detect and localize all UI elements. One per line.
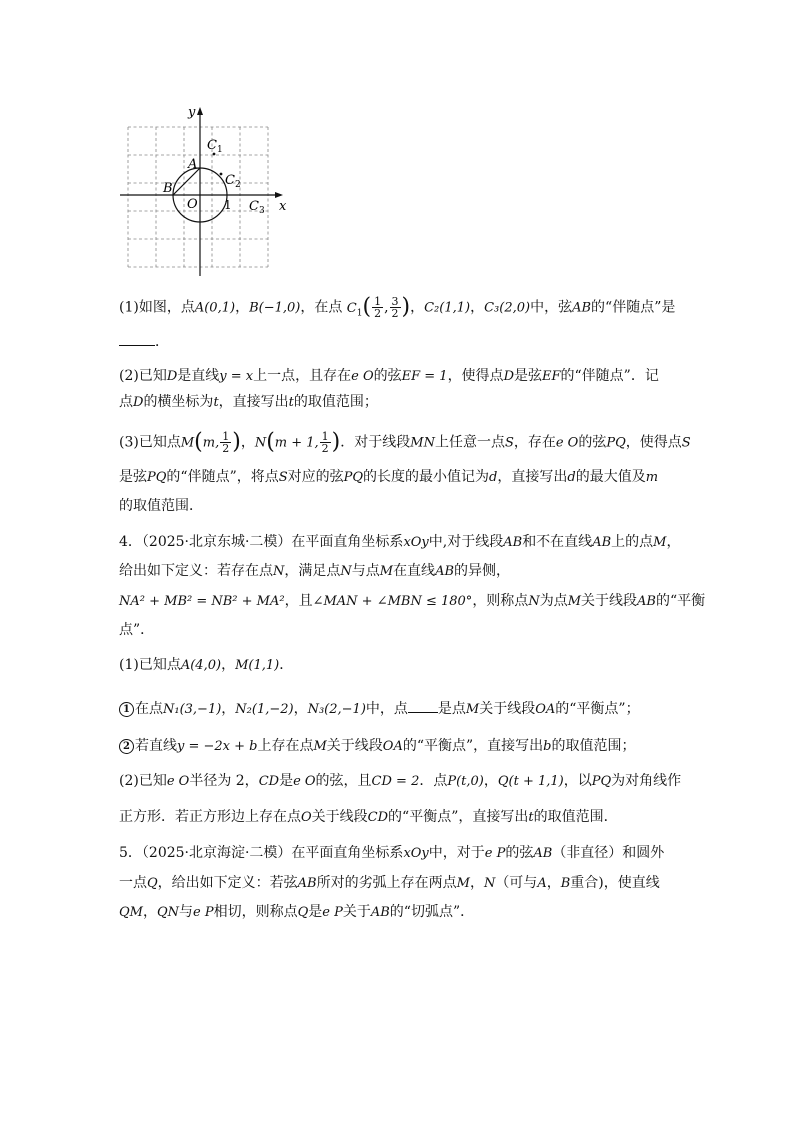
point-c3: C₃(2,0): [484, 300, 531, 316]
text: ，: [235, 299, 250, 316]
var: N: [528, 594, 540, 609]
var: EF: [542, 369, 561, 384]
var: D: [503, 369, 514, 384]
var: m: [645, 470, 659, 485]
text: 在点: [135, 701, 163, 717]
text: 半径为 2，: [189, 773, 259, 789]
var: M: [567, 594, 581, 609]
text: ，直接写出: [218, 394, 289, 410]
text: 的“平衡点”；: [555, 701, 640, 717]
text: 的横坐标为: [143, 394, 214, 410]
text: 与: [179, 904, 194, 920]
point-c2: [220, 173, 223, 176]
var: AB: [592, 535, 612, 550]
text: 是: [279, 773, 294, 789]
text: (3)已知点: [119, 434, 181, 451]
text: 的弦: [578, 434, 607, 451]
p5-line1: [119, 844, 664, 863]
text: ，且: [284, 593, 313, 609]
var: Q: [297, 905, 309, 920]
text: ，使得点: [625, 434, 682, 451]
text: 中，点: [365, 701, 408, 717]
var: xOy: [403, 846, 429, 861]
text: 是直线: [177, 368, 220, 384]
q3-line2: [119, 468, 658, 487]
var: AB: [503, 535, 523, 550]
text: ，: [483, 773, 498, 789]
var: AB: [297, 876, 317, 891]
text: 若直线: [135, 738, 177, 754]
equation: NA² + MB² = NB² + MA²: [119, 594, 285, 609]
var: m + 1,: [274, 435, 319, 451]
var: QM: [119, 905, 143, 920]
q3-line3: [119, 497, 203, 515]
text: ，: [666, 534, 681, 550]
circled-number-2: 2: [119, 739, 134, 754]
q1-answer-blank: ．: [119, 333, 169, 351]
text: ，存在: [513, 434, 556, 451]
point-a: A(4,0): [180, 658, 222, 673]
text: 的“平衡点”，直接写出: [402, 738, 544, 754]
text: 所对的劣弧上存在两点: [316, 875, 457, 891]
circle-symbol: e O: [293, 774, 316, 789]
var: N: [483, 876, 496, 891]
axes: [120, 107, 283, 276]
text: 是点: [437, 701, 466, 717]
text: 是: [308, 904, 323, 920]
var: S: [504, 435, 514, 451]
var: AB: [370, 905, 390, 920]
var: t: [213, 395, 219, 410]
text: 的“伴随点”是: [591, 299, 676, 316]
text: 的长度的最小值记为: [363, 469, 490, 485]
point-c1: $C_1$: [346, 300, 363, 319]
fraction: $\frac{1}{2}$: [222, 430, 230, 455]
text: 5．（2025·北京海淀·二模）在平面直角坐标系: [119, 845, 404, 861]
circle-symbol: e P: [193, 905, 214, 920]
text: 在直线: [393, 563, 436, 579]
text: ，: [546, 875, 561, 891]
circle-symbol: e P: [322, 905, 343, 920]
p4-sub2-line2: [119, 808, 618, 827]
paren-open: (: [194, 429, 203, 455]
text: 中，弦: [530, 299, 573, 316]
text: (2)已知: [119, 368, 167, 384]
text: ，: [470, 299, 485, 316]
p4-line3: [119, 592, 705, 611]
paren-open: (: [266, 429, 275, 455]
text: 上存在点: [257, 738, 314, 754]
grid: [128, 127, 268, 267]
text: 的取值范围．: [533, 809, 618, 825]
var: PQ: [343, 470, 364, 485]
q3-line1: [119, 431, 691, 454]
var: m,: [202, 435, 220, 451]
var: xOy: [403, 535, 429, 550]
text: ，: [142, 904, 157, 920]
text: 与点: [351, 563, 380, 579]
label-c3: $C_3$: [249, 199, 265, 216]
var: d: [567, 470, 576, 485]
text: ，使得点: [447, 368, 504, 384]
point-n1: N₁(3,−1): [163, 702, 222, 717]
var: d: [489, 470, 498, 485]
p4-sub1: [119, 656, 293, 675]
var: QN: [156, 905, 180, 920]
text: 给出如下定义：若存在点: [119, 563, 273, 579]
text: (1)已知点: [119, 657, 181, 673]
var: OA: [535, 702, 556, 717]
equation: y = −2x + b: [177, 739, 258, 754]
var: b: [543, 739, 552, 754]
text: 的最大值及: [575, 469, 646, 485]
var: N: [340, 564, 352, 579]
var: M: [653, 535, 667, 550]
paren-open: (: [362, 294, 372, 320]
circle-symbol: e O: [555, 435, 579, 451]
var: CD: [258, 774, 280, 789]
chord-ab-label: AB: [572, 300, 592, 316]
point-n2: N₂(1,−2): [235, 702, 294, 717]
var: B: [560, 876, 571, 891]
equation: CD = 2: [371, 774, 420, 789]
text: 中,对于线段: [428, 534, 504, 550]
label-b: B: [163, 181, 173, 196]
equation: EF = 1: [401, 369, 448, 384]
text: 的“伴随点”．记: [560, 368, 659, 384]
fraction: $\frac{3}{2}$: [391, 295, 399, 320]
text: （可与: [495, 875, 538, 891]
axis-y-label: y: [188, 105, 196, 120]
var: M: [180, 435, 195, 451]
text: 4．（2025·北京东城·二模）在平面直角坐标系: [119, 534, 404, 550]
text: 关于线段: [479, 701, 536, 717]
var: PQ: [591, 774, 612, 789]
var: AB: [435, 564, 455, 579]
text: 的“平衡点”，直接写出: [388, 809, 529, 825]
var: S: [278, 470, 288, 485]
text: ，以: [563, 773, 592, 789]
text: 相切，则称点: [213, 904, 298, 920]
text: 关于线段: [326, 738, 383, 754]
equation: ∠MAN + ∠MBN ≤ 180°: [312, 594, 473, 609]
text: ．: [279, 657, 294, 673]
equation: y = x: [219, 369, 254, 384]
var: t: [288, 395, 294, 410]
text: 中，对于: [428, 845, 485, 861]
text: ，: [221, 701, 236, 717]
p4-line1: [119, 533, 680, 552]
text: (1)如图，点: [119, 299, 195, 316]
text: 的弦: [373, 368, 402, 384]
var: CD: [367, 810, 389, 825]
q1-line1: (1)如图，点A(0,1)，B(−1,0)，在点 $C_1$( $\frac{1}{2}$ , $\frac{3}{2}$ )，C₂(1,1)，C₃(2,0)中，弦AB的“伴随点”是: [119, 294, 676, 320]
p5-line3: [119, 903, 474, 922]
var: PQ: [147, 470, 167, 485]
paren-close: ): [331, 429, 341, 455]
text: 点”．: [119, 622, 155, 638]
text: ．对于线段: [340, 434, 411, 451]
text: 关于线段: [311, 809, 368, 825]
text: 上一点，且存在: [253, 368, 352, 384]
text: ，: [240, 434, 255, 451]
text: 重合)，使直线: [570, 875, 660, 891]
p4-line4: [119, 621, 154, 639]
fraction: $\frac{1}{2}$: [374, 295, 382, 320]
text: 上的点: [611, 534, 654, 550]
text: ，给出如下定义：若弦: [157, 875, 298, 891]
label-a: A: [188, 157, 198, 172]
text: ，在点: [300, 299, 343, 316]
var: t: [528, 810, 534, 825]
text: 和不在直线: [522, 534, 593, 550]
text: 为对角线作: [611, 773, 682, 789]
label-c2: $C_2$: [225, 173, 241, 190]
text: 关于线段: [581, 593, 637, 609]
q2-line2: [119, 393, 378, 412]
text: 的弦: [505, 845, 534, 861]
point-b: B(−1,0): [249, 300, 301, 316]
p4-item2: [119, 737, 636, 756]
text: 正方形．若正方形边上存在点: [119, 809, 301, 825]
fraction: $\frac{1}{2}$: [321, 430, 329, 455]
point-m: M(1,1): [235, 658, 280, 673]
var: M: [379, 564, 394, 579]
text: 是弦: [119, 469, 147, 485]
var: N: [254, 435, 267, 451]
p5-line2: [119, 874, 660, 893]
text: 对应的弦: [287, 469, 344, 485]
var: MN: [410, 435, 435, 451]
circle-symbol: e O: [166, 774, 190, 789]
point-q: Q(t + 1,1): [497, 774, 564, 789]
text: 的取值范围；: [293, 394, 378, 410]
var: AB: [637, 594, 656, 609]
var: PQ: [606, 435, 626, 451]
label-one: 1: [224, 198, 232, 212]
text: 是弦: [514, 368, 542, 384]
text: （非直径）和圆外: [552, 845, 665, 861]
text: 的“切弧点”．: [389, 904, 475, 920]
text: ，: [410, 299, 425, 316]
text: ，直接写出: [497, 469, 568, 485]
point-c2: C₂(1,1): [424, 300, 471, 316]
text: 的“伴随点”，将点: [166, 469, 279, 485]
text: 上任意一点: [434, 434, 505, 451]
var: OA: [382, 739, 403, 754]
text: ，满足点: [284, 563, 341, 579]
coordinate-figure: [116, 100, 306, 280]
var: S: [681, 435, 691, 451]
answer-blank: [119, 345, 155, 346]
point-a: A(0,1): [194, 300, 236, 316]
text: 的“平衡: [655, 593, 706, 609]
var: O: [301, 810, 312, 825]
paren-close: ): [232, 429, 241, 455]
text: 点: [119, 394, 133, 410]
point-n3: N₃(2,−1): [307, 702, 366, 717]
text: 一点: [119, 875, 147, 891]
text: 为点: [539, 593, 568, 609]
answer-blank: [408, 712, 438, 713]
p4-sub2-line1: [119, 772, 681, 791]
circle-symbol: e O: [351, 369, 374, 384]
point-p: P(t,0): [447, 774, 484, 789]
var: D: [133, 395, 144, 410]
var: AB: [533, 846, 553, 861]
var: A: [537, 876, 547, 891]
var: D: [166, 369, 178, 384]
text: ，则称点: [472, 593, 529, 609]
circled-number-1: 1: [119, 702, 134, 717]
text: ，: [469, 875, 484, 891]
label-o: O: [187, 197, 198, 212]
circle-symbol: e P: [484, 846, 506, 861]
text: ，: [221, 657, 236, 673]
var: M: [465, 702, 480, 717]
text: 的弦，且: [315, 773, 372, 789]
text: ．点: [419, 773, 448, 789]
axis-x-label: x: [279, 199, 287, 214]
text: 关于: [342, 904, 371, 920]
var: M: [456, 876, 470, 891]
var: N: [273, 564, 285, 579]
var: Q: [147, 876, 158, 891]
text: (2)已知: [119, 773, 167, 789]
paren-close: ): [401, 294, 411, 320]
text: 的取值范围；: [551, 738, 636, 754]
p4-line2: [119, 562, 510, 581]
var: M: [313, 739, 327, 754]
point-c1: [213, 153, 216, 156]
p4-item1: [119, 700, 640, 719]
q2-line1: [119, 367, 659, 386]
text: 的取值范围．: [119, 498, 203, 514]
label-c1: $C_1$: [207, 138, 223, 155]
text: 的异侧，: [454, 563, 511, 579]
text: ，: [293, 701, 308, 717]
